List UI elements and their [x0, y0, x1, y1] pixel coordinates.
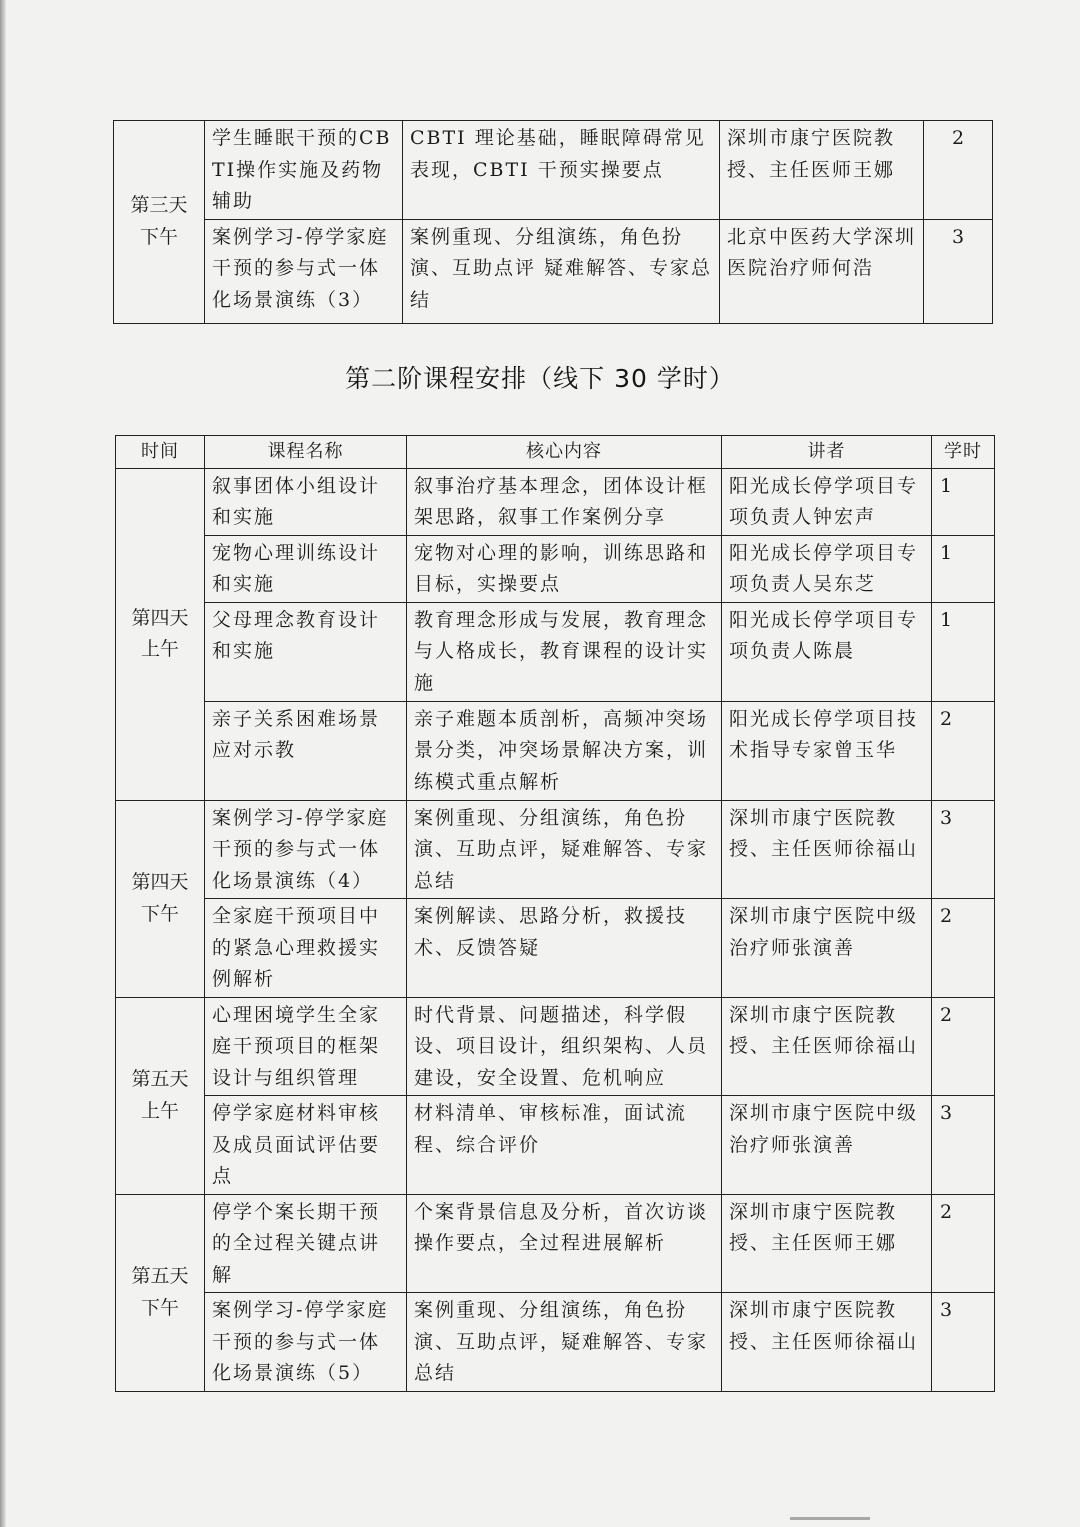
course-name-cell: 宠物心理训练设计和实施	[205, 535, 407, 602]
time-cell	[116, 800, 205, 997]
header-course: 课程名称	[205, 436, 407, 469]
table-row	[116, 800, 995, 899]
schedule-table-continued	[113, 120, 993, 324]
schedule-table-stage-two	[115, 435, 995, 1392]
table-row	[116, 535, 995, 602]
hours-cell: 2	[932, 1194, 995, 1293]
header-time: 时间	[116, 436, 205, 469]
core-content-cell: 材料清单、审核标准，面试流程、综合评价	[407, 1096, 722, 1195]
lecturer-cell: 阳光成长停学项目专项负责人陈晨	[722, 602, 932, 701]
core-content-cell: CBTI 理论基础，睡眠障碍常见表现，CBTI 干预实操要点	[403, 121, 720, 220]
time-period: 上午	[140, 1099, 179, 1122]
header-lecturer: 讲者	[722, 436, 932, 469]
core-content-cell: 亲子难题本质剖析，高频冲突场景分类，冲突场景解决方案，训练模式重点解析	[407, 701, 722, 800]
core-content-cell: 时代背景、问题描述，科学假设、项目设计，组织架构、人员建设，安全设置、危机响应	[407, 997, 722, 1096]
time-cell	[114, 121, 205, 324]
table-row	[116, 468, 995, 535]
lecturer-cell: 深圳市康宁医院教授、主任医师徐福山	[722, 1293, 932, 1392]
hours-cell: 3	[932, 1293, 995, 1392]
hours-cell: 2	[932, 997, 995, 1096]
course-name-cell: 案例学习-停学家庭干预的参与式一体化场景演练（5）	[205, 1293, 407, 1392]
lecturer-cell: 深圳市康宁医院教授、主任医师王娜	[720, 121, 924, 220]
time-period: 下午	[139, 225, 178, 248]
table-row	[116, 997, 995, 1096]
core-content-cell: 个案背景信息及分析，首次访谈操作要点，全过程进展解析	[407, 1194, 722, 1293]
table-row	[116, 1293, 995, 1392]
hours-cell: 1	[932, 535, 995, 602]
table-row	[116, 602, 995, 701]
time-day: 第三天	[130, 194, 188, 217]
hours-cell: 3	[924, 219, 993, 323]
course-name-cell: 案例学习-停学家庭干预的参与式一体化场景演练（4）	[205, 800, 407, 899]
lecturer-cell: 深圳市康宁医院中级治疗师张演善	[722, 899, 932, 998]
hours-cell: 1	[932, 602, 995, 701]
core-content-cell: 教育理念形成与发展，教育理念与人格成长，教育课程的设计实施	[407, 602, 722, 701]
lecturer-cell: 阳光成长停学项目技术指导专家曾玉华	[722, 701, 932, 800]
hours-cell: 2	[924, 121, 993, 220]
core-content-cell: 案例重现、分组演练，角色扮演、互助点评 疑难解答、专家总结	[403, 219, 720, 323]
time-cell	[116, 468, 205, 800]
core-content-cell: 案例重现、分组演练，角色扮演、互助点评，疑难解答、专家总结	[407, 1293, 722, 1392]
lecturer-cell: 北京中医药大学深圳医院治疗师何浩	[720, 219, 924, 323]
course-name-cell: 叙事团体小组设计和实施	[205, 468, 407, 535]
lecturer-cell: 阳光成长停学项目专项负责人钟宏声	[722, 468, 932, 535]
time-period: 下午	[140, 1296, 179, 1319]
lecturer-cell: 深圳市康宁医院教授、主任医师徐福山	[722, 997, 932, 1096]
time-cell	[116, 997, 205, 1194]
course-name-cell: 案例学习-停学家庭干预的参与式一体化场景演练（3）	[205, 219, 403, 323]
course-name-cell: 亲子关系困难场景应对示教	[205, 701, 407, 800]
table-row	[116, 701, 995, 800]
course-name-cell: 心理困境学生全家庭干预项目的框架设计与组织管理	[205, 997, 407, 1096]
lecturer-cell: 深圳市康宁医院教授、主任医师王娜	[722, 1194, 932, 1293]
table-header-row	[116, 436, 995, 469]
table-row	[116, 1096, 995, 1195]
time-day: 第五天	[131, 1068, 189, 1090]
header-hours: 学时	[932, 436, 995, 469]
time-period: 下午	[140, 902, 179, 925]
core-content-cell: 宠物对心理的影响，训练思路和目标，实操要点	[407, 535, 722, 602]
hours-cell: 2	[932, 899, 995, 998]
lecturer-cell: 深圳市康宁医院中级治疗师张演善	[722, 1096, 932, 1195]
hours-cell: 2	[932, 701, 995, 800]
page-edge-shadow	[0, 0, 6, 1527]
course-name-cell: 全家庭干预项目中的紧急心理救援实例解析	[205, 899, 407, 998]
core-content-cell: 案例解读、思路分析，救援技术、反馈答疑	[407, 899, 722, 998]
time-day: 第四天	[131, 871, 189, 893]
section-title: 第二阶课程安排（线下 30 学时）	[345, 364, 735, 393]
hours-cell: 3	[932, 1096, 995, 1195]
header-content: 核心内容	[407, 436, 722, 469]
time-day: 第四天	[131, 606, 189, 629]
hours-cell: 1	[932, 468, 995, 535]
course-name-cell: 停学家庭材料审核及成员面试评估要点	[205, 1096, 407, 1195]
lecturer-cell: 阳光成长停学项目专项负责人吴东芝	[722, 535, 932, 602]
course-name-cell: 停学个案长期干预的全过程关键点讲解	[205, 1194, 407, 1293]
table-row	[114, 121, 993, 220]
time-cell	[116, 1194, 205, 1391]
table-row	[114, 219, 993, 323]
core-content-cell: 叙事治疗基本理念，团体设计框架思路，叙事工作案例分享	[407, 468, 722, 535]
hours-cell: 3	[932, 800, 995, 899]
table-row	[116, 899, 995, 998]
table-row	[116, 1194, 995, 1293]
course-name-cell: 学生睡眠干预的CBTI操作实施及药物辅助	[205, 121, 403, 220]
time-day: 第五天	[131, 1265, 189, 1287]
core-content-cell: 案例重现、分组演练，角色扮演、互助点评，疑难解答、专家总结	[407, 800, 722, 899]
lecturer-cell: 深圳市康宁医院教授、主任医师徐福山	[722, 800, 932, 899]
scan-mark	[790, 1517, 870, 1520]
course-name-cell: 父母理念教育设计和实施	[205, 602, 407, 701]
time-period: 上午	[140, 638, 179, 660]
